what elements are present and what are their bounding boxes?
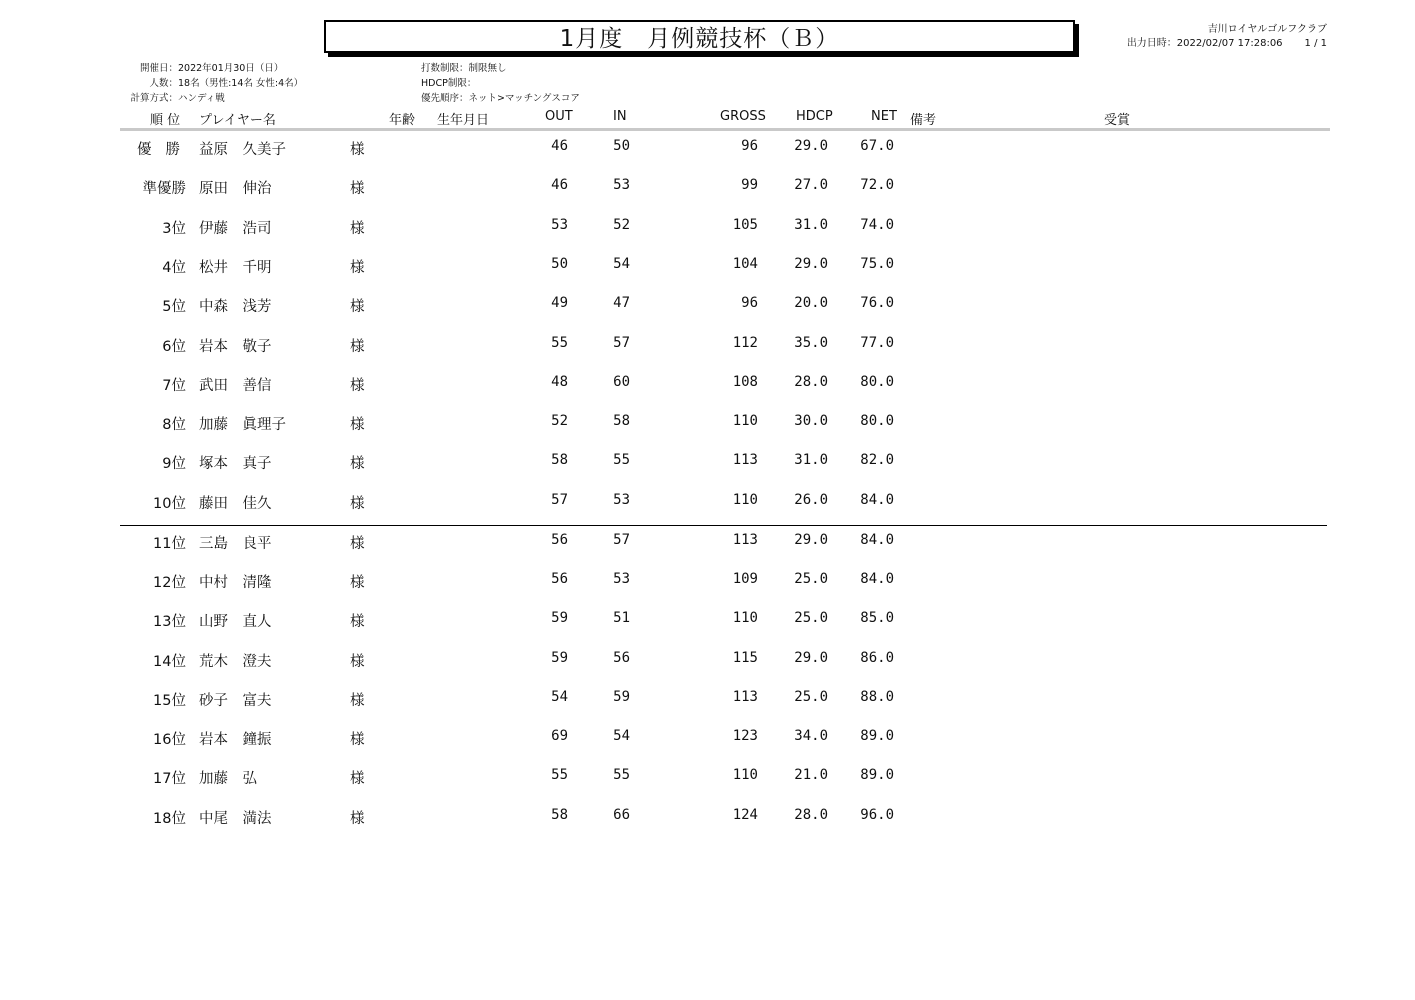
gross-score-cell: 110: [732, 610, 758, 626]
player-name-cell: 荒木 澄夫: [199, 654, 272, 670]
gross-score-cell: 115: [732, 650, 758, 666]
rank-cell: 11位: [153, 536, 186, 552]
table-row: [0, 177, 1415, 199]
event-date-value: 2022年01月30日（日）: [178, 63, 284, 74]
net-score-cell: 76.0: [860, 295, 894, 311]
gross-score-cell: 110: [732, 413, 758, 429]
method-line: [124, 91, 303, 106]
rank-cell: 13位: [153, 614, 186, 630]
rank-cell: 18位: [153, 811, 186, 827]
table-row: [0, 217, 1415, 239]
hdcp-cell: 35.0: [794, 335, 828, 351]
gross-score-cell: 113: [732, 452, 758, 468]
hdcp-cell: 27.0: [794, 177, 828, 193]
col-player-header: プレイヤー名: [199, 113, 276, 128]
hdcp-cell: 28.0: [794, 807, 828, 823]
col-birthdate-header: 生年月日: [437, 113, 490, 128]
event-meta-left: [124, 61, 303, 106]
out-score-cell: 53: [551, 217, 568, 233]
out-score-cell: 54: [551, 689, 568, 705]
in-score-cell: 53: [613, 492, 630, 508]
hdcp-cell: 29.0: [794, 256, 828, 272]
player-name-cell: 中村 清隆: [199, 575, 272, 591]
in-score-cell: 58: [613, 413, 630, 429]
rank-cell: 5位: [162, 299, 186, 315]
honorific-cell: 様: [350, 417, 365, 433]
table-row: [0, 374, 1415, 396]
in-score-cell: 53: [613, 571, 630, 587]
club-name: 吉川ロイヤルゴルフクラブ: [1207, 24, 1327, 35]
honorific-cell: 様: [350, 378, 365, 394]
rank-cell: 優勝: [137, 142, 194, 158]
table-row: [0, 571, 1415, 593]
net-score-cell: 75.0: [860, 256, 894, 272]
players-line: [124, 76, 303, 91]
rank-cell: 15位: [153, 693, 186, 709]
honorific-cell: 様: [350, 339, 365, 355]
net-score-cell: 88.0: [860, 689, 894, 705]
out-score-cell: 56: [551, 571, 568, 587]
hdcp-cell: 25.0: [794, 571, 828, 587]
gross-score-cell: 109: [732, 571, 758, 587]
in-score-cell: 55: [613, 452, 630, 468]
hdcp-cell: 21.0: [794, 767, 828, 783]
hdcp-cell: 29.0: [794, 650, 828, 666]
honorific-cell: 様: [350, 654, 365, 670]
rank-cell: 12位: [153, 575, 186, 591]
player-name-cell: 藤田 佳久: [199, 496, 272, 512]
honorific-cell: 様: [350, 575, 365, 591]
hdcp-cell: 31.0: [794, 217, 828, 233]
col-in-header: IN: [613, 109, 627, 124]
player-name-cell: 岩本 鐘振: [199, 732, 272, 748]
col-hdcp-header: HDCP: [796, 109, 833, 124]
rank-cell: 6位: [162, 339, 186, 355]
out-score-cell: 50: [551, 256, 568, 272]
rank-cell: 3位: [162, 221, 186, 237]
net-score-cell: 84.0: [860, 532, 894, 548]
gross-score-cell: 104: [732, 256, 758, 272]
table-row: [0, 807, 1415, 829]
in-score-cell: 54: [613, 728, 630, 744]
rank-cell: 16位: [153, 732, 186, 748]
hdcp-cell: 28.0: [794, 374, 828, 390]
gross-score-cell: 112: [732, 335, 758, 351]
net-score-cell: 82.0: [860, 452, 894, 468]
col-rank-header: 順 位: [150, 113, 181, 128]
honorific-cell: 様: [350, 142, 365, 158]
table-row: [0, 492, 1415, 514]
gross-score-cell: 123: [732, 728, 758, 744]
rank-cell: 17位: [153, 771, 186, 787]
net-score-cell: 74.0: [860, 217, 894, 233]
gross-score-cell: 113: [732, 689, 758, 705]
net-score-cell: 86.0: [860, 650, 894, 666]
out-score-cell: 48: [551, 374, 568, 390]
gross-score-cell: 113: [732, 532, 758, 548]
net-score-cell: 67.0: [860, 138, 894, 154]
rank-cell: 8位: [162, 417, 186, 433]
in-score-cell: 66: [613, 807, 630, 823]
out-score-cell: 49: [551, 295, 568, 311]
hdcp-limit: HDCP制限：: [421, 78, 477, 89]
document-title: 1月度 月例競技杯（Ｂ）: [559, 26, 840, 52]
player-name-cell: 益原 久美子: [199, 142, 286, 158]
stroke-limit: 打数制限：制限無し: [421, 63, 507, 74]
col-age-header: 年齢: [389, 113, 416, 128]
player-name-cell: 松井 千明: [199, 260, 272, 276]
in-score-cell: 55: [613, 767, 630, 783]
honorific-cell: 様: [350, 496, 365, 512]
table-header: [0, 109, 1415, 127]
out-score-cell: 46: [551, 138, 568, 154]
net-score-cell: 80.0: [860, 374, 894, 390]
col-remarks-header: 備考: [910, 113, 937, 128]
table-row: [0, 256, 1415, 278]
in-score-cell: 47: [613, 295, 630, 311]
gross-score-cell: 96: [741, 138, 758, 154]
top-ten-divider: [120, 525, 1327, 526]
player-name-cell: 山野 直人: [199, 614, 272, 630]
net-score-cell: 96.0: [860, 807, 894, 823]
hdcp-cell: 29.0: [794, 138, 828, 154]
player-name-cell: 伊藤 浩司: [199, 221, 272, 237]
hdcp-cell: 30.0: [794, 413, 828, 429]
printed-label: 出力日時：2022/02/07 17:28:06: [1126, 38, 1283, 49]
hdcp-cell: 31.0: [794, 452, 828, 468]
in-score-cell: 59: [613, 689, 630, 705]
rank-cell: 10位: [153, 496, 186, 512]
method-label: 計算方式：: [130, 93, 178, 104]
col-award-header: 受賞: [1104, 113, 1131, 128]
net-score-cell: 84.0: [860, 571, 894, 587]
document-title-box: [324, 20, 1075, 53]
rank-cell: 9位: [162, 456, 186, 472]
priority-order: 優先順序：ネット>マッチングスコア: [421, 93, 580, 104]
out-score-cell: 56: [551, 532, 568, 548]
net-score-cell: 85.0: [860, 610, 894, 626]
table-row: [0, 335, 1415, 357]
out-score-cell: 52: [551, 413, 568, 429]
player-name-cell: 中森 浅芳: [199, 299, 272, 315]
hdcp-cell: 29.0: [794, 532, 828, 548]
players-value: 18名（男性:14名 女性:4名）: [178, 78, 304, 89]
col-gross-header: GROSS: [720, 109, 766, 124]
honorific-cell: 様: [350, 811, 365, 827]
out-score-cell: 55: [551, 767, 568, 783]
honorific-cell: 様: [350, 771, 365, 787]
in-score-cell: 53: [613, 177, 630, 193]
out-score-cell: 59: [551, 610, 568, 626]
table-row: [0, 452, 1415, 474]
rank-cell: 14位: [153, 654, 186, 670]
honorific-cell: 様: [350, 260, 365, 276]
player-name-cell: 岩本 敬子: [199, 339, 272, 355]
net-score-cell: 89.0: [860, 767, 894, 783]
table-row: [0, 650, 1415, 672]
in-score-cell: 51: [613, 610, 630, 626]
gross-score-cell: 105: [732, 217, 758, 233]
net-score-cell: 77.0: [860, 335, 894, 351]
net-score-cell: 84.0: [860, 492, 894, 508]
printed-datetime: [1127, 34, 1327, 49]
table-row: [0, 767, 1415, 789]
player-name-cell: 加藤 弘: [199, 771, 257, 787]
out-score-cell: 58: [551, 452, 568, 468]
out-score-cell: 57: [551, 492, 568, 508]
player-name-cell: 塚本 真子: [199, 456, 272, 472]
in-score-cell: 57: [613, 532, 630, 548]
table-row: [0, 295, 1415, 317]
player-name-cell: 砂子 富夫: [199, 693, 272, 709]
out-score-cell: 46: [551, 177, 568, 193]
in-score-cell: 56: [613, 650, 630, 666]
col-out-header: OUT: [545, 109, 573, 124]
table-row: [0, 728, 1415, 750]
out-score-cell: 58: [551, 807, 568, 823]
honorific-cell: 様: [350, 536, 365, 552]
player-name-cell: 三島 良平: [199, 536, 272, 552]
honorific-cell: 様: [350, 732, 365, 748]
out-score-cell: 55: [551, 335, 568, 351]
player-name-cell: 原田 伸治: [199, 181, 272, 197]
honorific-cell: 様: [350, 614, 365, 630]
hdcp-cell: 20.0: [794, 295, 828, 311]
hdcp-cell: 26.0: [794, 492, 828, 508]
net-score-cell: 89.0: [860, 728, 894, 744]
out-score-cell: 69: [551, 728, 568, 744]
player-name-cell: 中尾 満法: [199, 811, 272, 827]
gross-score-cell: 110: [732, 492, 758, 508]
page-indicator: 1 / 1: [1304, 38, 1327, 49]
in-score-cell: 52: [613, 217, 630, 233]
net-score-cell: 80.0: [860, 413, 894, 429]
gross-score-cell: 110: [732, 767, 758, 783]
rank-cell: 4位: [162, 260, 186, 276]
net-score-cell: 72.0: [860, 177, 894, 193]
player-name-cell: 加藤 眞理子: [199, 417, 286, 433]
rank-cell: 準優勝: [142, 181, 186, 197]
hdcp-cell: 34.0: [794, 728, 828, 744]
in-score-cell: 60: [613, 374, 630, 390]
player-name-cell: 武田 善信: [199, 378, 272, 394]
gross-score-cell: 96: [741, 295, 758, 311]
table-row: [0, 610, 1415, 632]
gross-score-cell: 99: [741, 177, 758, 193]
hdcp-cell: 25.0: [794, 689, 828, 705]
rank-cell: 7位: [162, 378, 186, 394]
gross-score-cell: 108: [732, 374, 758, 390]
col-net-header: NET: [871, 109, 897, 124]
event-date-label: 開催日：: [139, 63, 178, 74]
table-row: [0, 532, 1415, 554]
hdcp-cell: 25.0: [794, 610, 828, 626]
players-label: 人数：: [149, 78, 178, 89]
table-row: [0, 413, 1415, 435]
honorific-cell: 様: [350, 221, 365, 237]
in-score-cell: 50: [613, 138, 630, 154]
table-row: [0, 138, 1415, 160]
honorific-cell: 様: [350, 181, 365, 197]
honorific-cell: 様: [350, 299, 365, 315]
event-meta-right: [421, 61, 580, 106]
gross-score-cell: 124: [732, 807, 758, 823]
method-value: ハンディ戦: [178, 93, 225, 104]
out-score-cell: 59: [551, 650, 568, 666]
honorific-cell: 様: [350, 456, 365, 472]
header-divider: [120, 128, 1330, 131]
in-score-cell: 57: [613, 335, 630, 351]
honorific-cell: 様: [350, 693, 365, 709]
table-row: [0, 689, 1415, 711]
in-score-cell: 54: [613, 256, 630, 272]
event-date-line: [124, 61, 303, 76]
